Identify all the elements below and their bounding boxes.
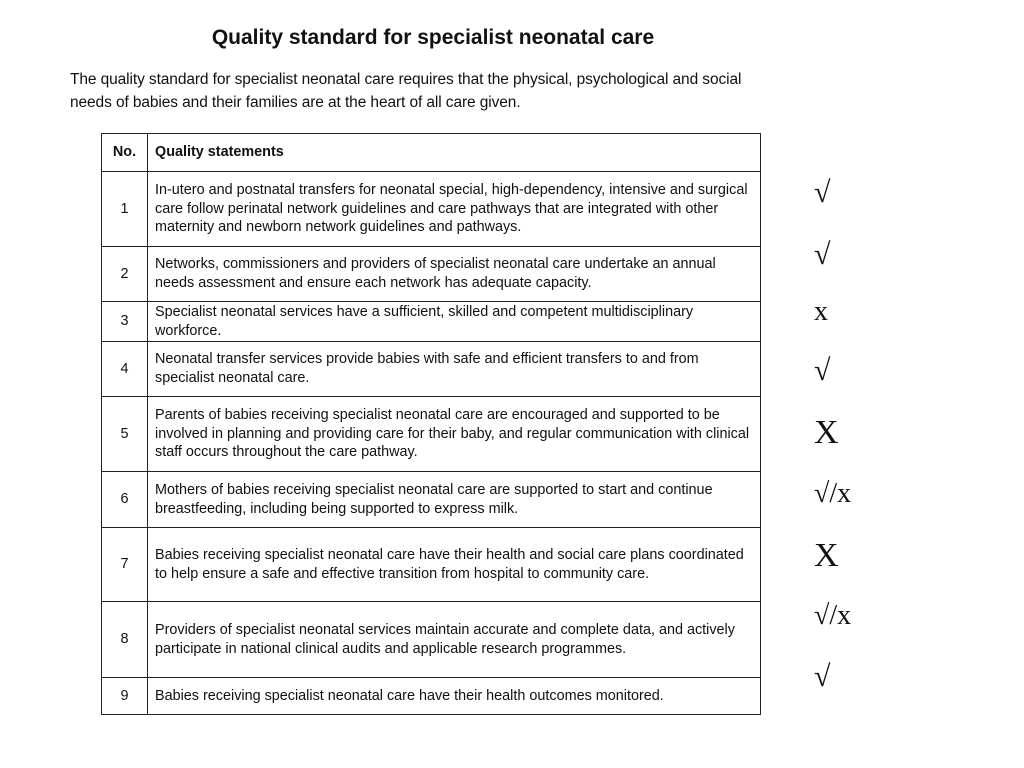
quality-statements-table bbox=[101, 133, 761, 715]
mark-row-6: √/x bbox=[814, 478, 852, 509]
table-row bbox=[102, 247, 761, 302]
row-number: 9 bbox=[102, 678, 148, 715]
row-statement: Neonatal transfer services provide babies with safe and efficient transfers to and from specialist neonatal care. bbox=[148, 342, 761, 397]
mark-row-4: √ bbox=[814, 354, 831, 387]
row-number: 4 bbox=[102, 342, 148, 397]
table-row bbox=[102, 602, 761, 678]
mark-row-9: √ bbox=[814, 660, 831, 693]
row-statement: Parents of babies receiving specialist neonatal care are encouraged and supported to be involved in planning and providing care for their baby, and regular communication with clinical staff occurs throughout the care pathway. bbox=[148, 397, 761, 472]
mark-row-5: X bbox=[814, 414, 839, 451]
row-statement: Mothers of babies receiving specialist neonatal care are supported to start and continue breastfeeding, including being supported to express milk. bbox=[148, 472, 761, 528]
row-number: 5 bbox=[102, 397, 148, 472]
table-row bbox=[102, 342, 761, 397]
row-number: 8 bbox=[102, 602, 148, 678]
row-number: 6 bbox=[102, 472, 148, 528]
table-header-row bbox=[102, 134, 761, 172]
row-statement: Babies receiving specialist neonatal care have their health outcomes monitored. bbox=[148, 678, 761, 715]
mark-row-2: √ bbox=[814, 238, 831, 271]
table-row bbox=[102, 302, 761, 342]
mark-row-7: X bbox=[814, 537, 839, 574]
mark-row-3: x bbox=[814, 296, 828, 327]
table-row bbox=[102, 172, 761, 247]
page-title: Quality standard for specialist neonatal care bbox=[211, 26, 655, 49]
header-no: No. bbox=[102, 134, 148, 172]
table-row bbox=[102, 472, 761, 528]
row-number: 2 bbox=[102, 247, 148, 302]
header-quality-statements: Quality statements bbox=[148, 134, 761, 172]
row-statement: Specialist neonatal services have a sufficient, skilled and competent multidisciplinary workforce. bbox=[148, 302, 761, 342]
table-row bbox=[102, 678, 761, 715]
row-statement: Providers of specialist neonatal services maintain accurate and complete data, and actively participate in national clinical audits and applicable research programmes. bbox=[148, 602, 761, 678]
intro-paragraph: The quality standard for specialist neonatal care requires that the physical, psychological and social needs of babies and their families are at the heart of all care given. bbox=[70, 71, 742, 111]
mark-row-1: √ bbox=[814, 176, 831, 209]
row-number: 1 bbox=[102, 172, 148, 247]
row-statement: Networks, commissioners and providers of specialist neonatal care undertake an annual needs assessment and ensure each network has adequate capacity. bbox=[148, 247, 761, 302]
table-row bbox=[102, 397, 761, 472]
row-statement: In-utero and postnatal transfers for neonatal special, high-dependency, intensive and surgical care follow perinatal network guidelines and care pathways that are integrated with other maternity and newborn network guidelines and pathways. bbox=[148, 172, 761, 247]
row-number: 7 bbox=[102, 528, 148, 602]
row-number: 3 bbox=[102, 302, 148, 342]
table-row bbox=[102, 528, 761, 602]
row-statement: Babies receiving specialist neonatal care have their health and social care plans coordinated to help ensure a safe and effective transition from hospital to community care. bbox=[148, 528, 761, 602]
mark-row-8: √/x bbox=[814, 600, 852, 631]
